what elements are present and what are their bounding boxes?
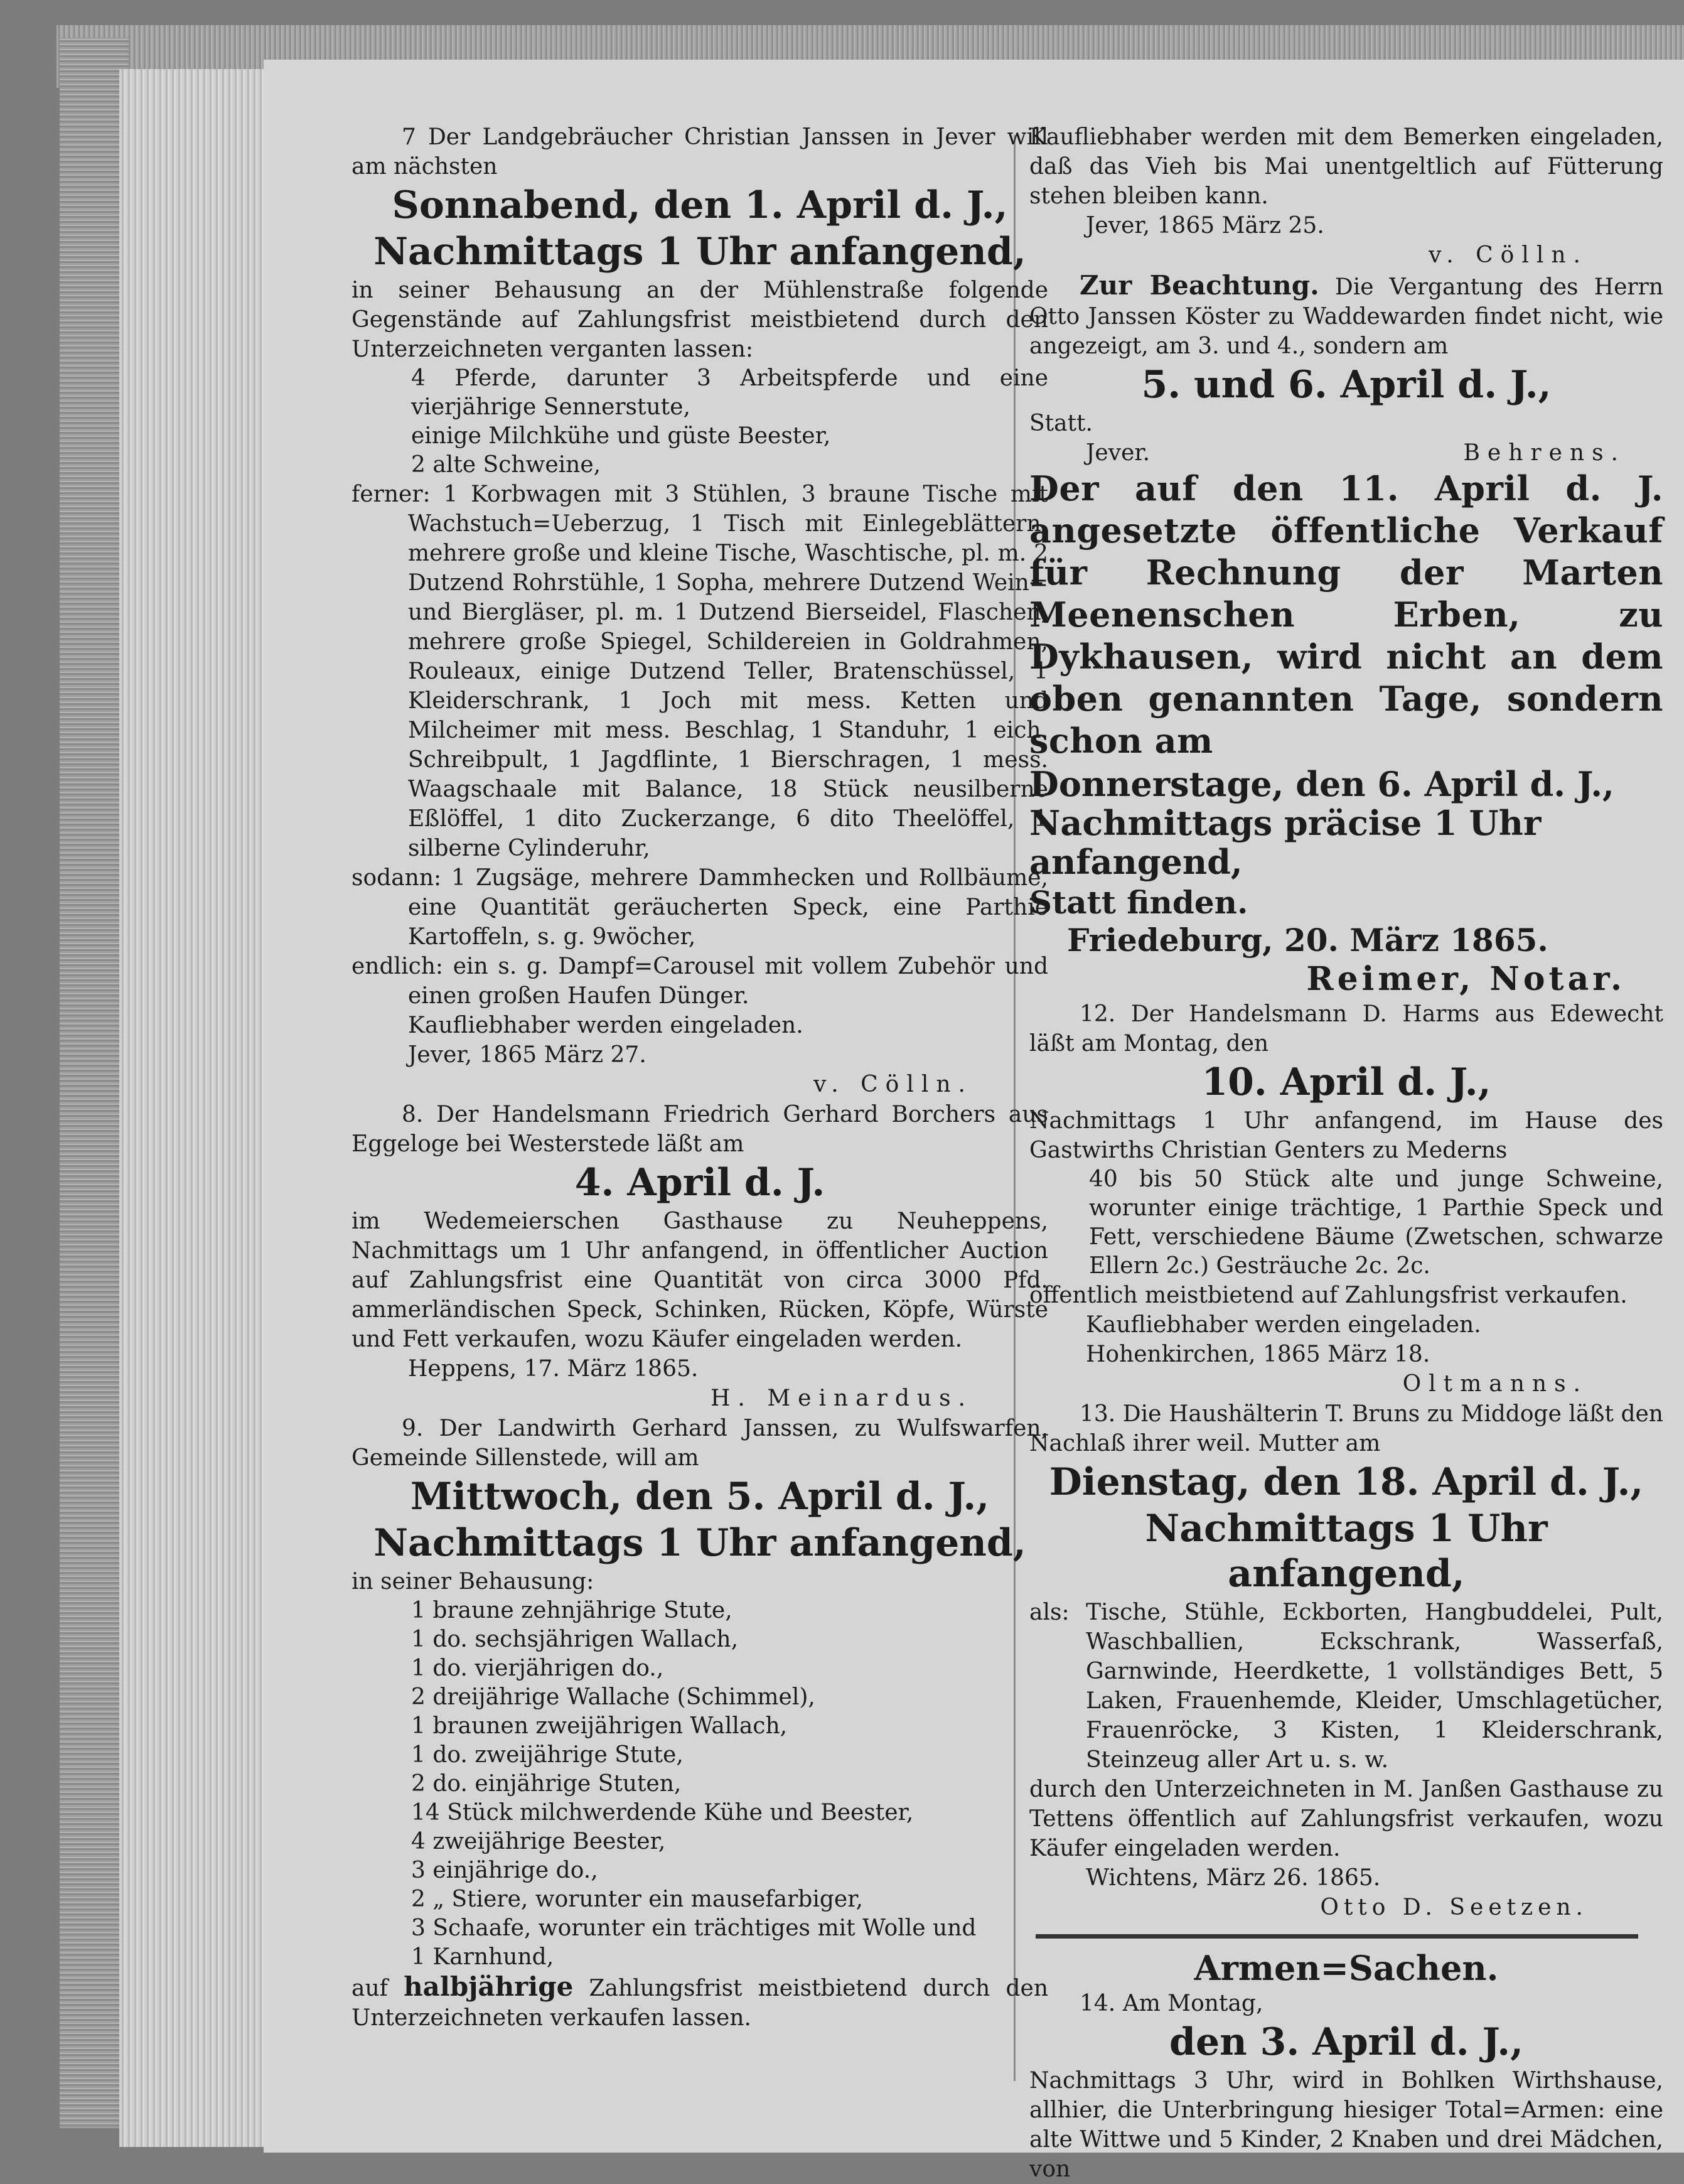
notice-9-item: 4 zweijährige Beester, <box>411 1829 666 1854</box>
beachtung-place <box>1029 438 1663 468</box>
beachtung-signature: Behrens. <box>1463 440 1626 466</box>
notice-13-time: Nachmittags 1 Uhr anfangend, <box>1145 1507 1548 1596</box>
continued-place: Jever, 1865 März 25. <box>1086 213 1324 239</box>
notice-9-lead: in seiner Behausung: <box>351 1569 594 1595</box>
newspaper-page <box>264 60 1684 2182</box>
notice-9-item: 1 braune zehnjährige Stute, <box>411 1598 732 1623</box>
notice-13-signature: Otto D. Seetzen. <box>1320 1895 1588 1920</box>
notice-9-intro: 9. Der Landwirth Gerhard Janssen, zu Wulfswarfen, Gemeinde Sillenstede, will am <box>351 1416 1048 1471</box>
notice-7-body: in seiner Behausung an der Mühlenstraße folgende Gegenstände auf Zahlungsfrist meistbietend durch den Unterzeichneten verganten lassen: <box>351 277 1048 362</box>
notice-7-endlich: endlich: ein s. g. Dampf=Carousel mit vollem Zubehör und einen großen Haufen Dünger. <box>351 954 1048 1009</box>
notice-7-sodann: sodann: 1 Zugsäge, mehrere Dammhecken und Rollbäume, eine Quantität geräucherten Speck, eine Parthie Kartoffeln, s. g. 9wöcher, <box>351 865 1048 950</box>
armen-date: den 3. April d. J., <box>1169 2020 1523 2064</box>
notice-9-item: 2 „ Stiere, worunter ein mausefarbiger, <box>411 1886 863 1912</box>
notice-7-signature: v. Cölln. <box>813 1072 973 1097</box>
notice-12-items: 40 bis 50 Stück alte und junge Schweine, worunter einige trächtige, 1 Parthie Speck und Fett, verschiedene Bäume (Zwetschen, schwarze Ellern 2c.) Gesträuche 2c. 2c. <box>1089 1166 1663 1279</box>
verkauf-place: Friedeburg, 20. März 1865. <box>1067 922 1548 959</box>
notice-13-als: als: Tische, Stühle, Eckborten, Hangbuddelei, Pult, Waschballien, Eckschrank, Wasserfaß, Garnwinde, Heerdkette, 1 vollständiges Bett, 5 Laken, Frauenhemde, Kleider, Umschlagetücher, Frauenröcke, 3 Kisten, 1 Kleiderschrank, Steinzeug aller Art u. s. w. <box>1029 1600 1663 1773</box>
notice-12-invite: Kaufliebhaber werden eingeladen. <box>1086 1312 1481 1338</box>
left-column <box>351 122 1048 2033</box>
notice-12-body: Nachmittags 1 Uhr anfangend, im Hause des Gastwirths Christian Genters zu Mederns <box>1029 1108 1663 1163</box>
continued-signature: v. Cölln. <box>1429 242 1588 268</box>
notice-9-item: 1 do. vierjährigen do., <box>411 1655 664 1681</box>
continued-body: Kaufliebhaber werden mit dem Bemerken eingeladen, daß das Vieh bis Mai unentgeltlich auf Fütterung stehen bleiben kann. <box>1029 124 1663 209</box>
notice-7-place: Jever, 1865 März 27. <box>408 1042 646 1068</box>
notice-12 <box>1029 999 1663 1399</box>
armen-body: Nachmittags 3 Uhr, wird in Bohlken Wirthshause, allhier, die Unterbringung hiesiger Total=Armen: eine alte Wittwe und 5 Kinder, 2 Knaben und drei Mädchen, von <box>1029 2068 1663 2182</box>
notice-9-item: 14 Stück milchwerdende Kühe und Beester, <box>411 1800 914 1826</box>
notice-9-closing <box>351 1972 1048 2033</box>
verkauf-date: Donnerstage, den 6. April d. J., Nachmittags präcise 1 Uhr anfangend, <box>1029 764 1614 882</box>
notice-7-date: Sonnabend, den 1. April d. J., <box>392 183 1008 227</box>
notice-12-intro: 12. Der Handelsmann D. Harms aus Edewecht läßt am Montag, den <box>1029 1001 1663 1057</box>
notice-7-ferner: ferner: 1 Korbwagen mit 3 Stühlen, 3 braune Tische mit Wachstuch=Ueberzug, 1 Tisch mit Einlegeblättern, mehrere große und kleine Tische, Waschtische, pl. m. 2 Dutzend Rohrstühle, 1 Sopha, mehrere Dutzend Wein= und Biergläser, pl. m. 1 Dutzend Bierseidel, Flaschen, mehrere große Spiegel, Schildereien in Goldrahmen, Rouleaux, einige Dutzend Teller, Bratenschüssel, 1 Kleiderschrank, 1 Joch mit mess. Ketten und Milcheimer mit mess. Beschlag, 1 Standuhr, 1 eich. Schreibpult, 1 Jagdflinte, 1 Bierschragen, 1 mess. Waagschaale mit Balance, 18 Stück neusilberne Eßlöffel, 1 dito Zuckerzange, 6 dito Theelöffel, 1 silberne Cylinderuhr, <box>351 481 1048 861</box>
notice-9-date: Mittwoch, den 5. April d. J., <box>410 1475 990 1519</box>
notice-8-place: Heppens, 17. März 1865. <box>408 1356 699 1382</box>
notice-7 <box>351 122 1048 1100</box>
notice-12-date: 10. April d. J., <box>1201 1060 1491 1104</box>
notice-7-item: einige Milchkühe und güste Beester, <box>411 423 831 449</box>
notice-9-time: Nachmittags 1 Uhr anfangend, <box>373 1521 1026 1565</box>
notice-9-item: 1 do. zweijährige Stute, <box>411 1742 684 1768</box>
notice-9-item: 2 dreijährige Wallache (Schimmel), <box>411 1684 815 1710</box>
beachtung-date: 5. und 6. April d. J., <box>1141 363 1552 407</box>
notice-continued <box>1029 122 1663 271</box>
notice-9-item: 1 do. sechsjährigen Wallach, <box>411 1627 739 1652</box>
notice-9-item: 1 braunen zweijährigen Wallach, <box>411 1713 788 1739</box>
notice-8-body: im Wedemeierschen Gasthause zu Neuheppens, Nachmittags um 1 Uhr anfangend, in öffentlicher Auction auf Zahlungsfrist eine Quantität von circa 3000 Pfd. ammerländischen Speck, Schinken, Rücken, Köpfe, Würste und Fett verkaufen, wozu Käufer eingeladen werden. <box>351 1208 1048 1352</box>
beachtung-tail: Statt. <box>1029 411 1093 436</box>
notice-9-item: 3 einjährige do., <box>411 1858 598 1883</box>
right-column <box>1029 122 1663 2184</box>
section-divider <box>1036 1934 1638 1939</box>
notice-9 <box>351 1414 1048 2033</box>
page-stack-edges <box>119 69 264 2147</box>
notice-9-closing-bold: halbjährige <box>404 1971 574 2002</box>
beachtung-body: Die Vergantung des Herrn Otto Janssen Köster zu Waddewarden findet nicht, wie angezeigt, am 3. und 4., sondern am <box>1029 274 1663 359</box>
notice-beachtung <box>1029 271 1663 468</box>
verkauf-tail: Statt finden. <box>1029 884 1248 921</box>
notice-8-date: 4. April d. J. <box>574 1161 825 1205</box>
book-spine-edge <box>60 38 129 2128</box>
notice-7-closing: Kaufliebhaber werden eingeladen. <box>408 1013 803 1038</box>
notice-7-item: 4 Pferde, darunter 3 Arbeitspferde und eine vierjährige Sennerstute, <box>411 365 1048 420</box>
notice-12-place: Hohenkirchen, 1865 März 18. <box>1086 1342 1430 1367</box>
notice-8 <box>351 1100 1048 1414</box>
notice-12-closing: öffentlich meistbietend auf Zahlungsfrist verkaufen. <box>1029 1283 1628 1308</box>
beachtung-text <box>1029 271 1663 361</box>
notice-9-item: 1 Karnhund, <box>411 1944 554 1970</box>
armen-title: Armen=Sachen. <box>1194 1948 1499 1988</box>
notice-7-time: Nachmittags 1 Uhr anfangend, <box>373 230 1026 274</box>
notice-13-date: Dienstag, den 18. April d. J., <box>1049 1460 1644 1504</box>
notice-13-place: Wichtens, März 26. 1865. <box>1086 1865 1381 1891</box>
notice-7-intro: 7 Der Landgebräucher Christian Janssen in Jever will am nächsten <box>351 124 1048 180</box>
armen-intro: 14. Am Montag, <box>1080 1991 1263 2016</box>
notice-verkauf <box>1029 468 1663 999</box>
notice-9-closing-prefix: auf <box>351 1976 388 2001</box>
beachtung-lead: Zur Beachtung. <box>1080 270 1319 301</box>
notice-7-item: 2 alte Schweine, <box>411 452 601 478</box>
notice-13 <box>1029 1399 1663 1923</box>
notice-13-intro: 13. Die Haushälterin T. Bruns zu Middoge läßt den Nachlaß ihrer weil. Mutter am <box>1029 1401 1663 1456</box>
notice-12-signature: Oltmanns. <box>1402 1371 1588 1397</box>
beachtung-place-text: Jever. <box>1086 440 1150 466</box>
armen-section <box>1029 1947 1663 2184</box>
notice-9-closing-rest: Zahlungsfrist meistbietend durch den Unterzeichneten verkaufen lassen. <box>351 1976 1048 2031</box>
notice-8-signature: H. Meinardus. <box>711 1385 973 1411</box>
notice-13-body: durch den Unterzeichneten in M. Janßen Gasthause zu Tettens öffentlich auf Zahlungsfrist verkaufen, wozu Käufer eingeladen werden. <box>1029 1777 1663 1861</box>
verkauf-signature: Reimer, Notar. <box>1306 960 1626 998</box>
notice-8-intro: 8. Der Handelsmann Friedrich Gerhard Borchers aus Eggeloge bei Westerstede läßt am <box>351 1102 1048 1157</box>
verkauf-body: Der auf den 11. April d. J. angesetzte öffentliche Verkauf für Rechnung der Marten Meenenschen Erben, zu Dykhausen, wird nicht an dem oben genannten Tage, sondern schon am <box>1029 468 1663 761</box>
notice-9-item: 2 do. einjährige Stuten, <box>411 1771 682 1797</box>
notice-9-item: 3 Schaafe, worunter ein trächtiges mit Wolle und <box>411 1915 977 1941</box>
